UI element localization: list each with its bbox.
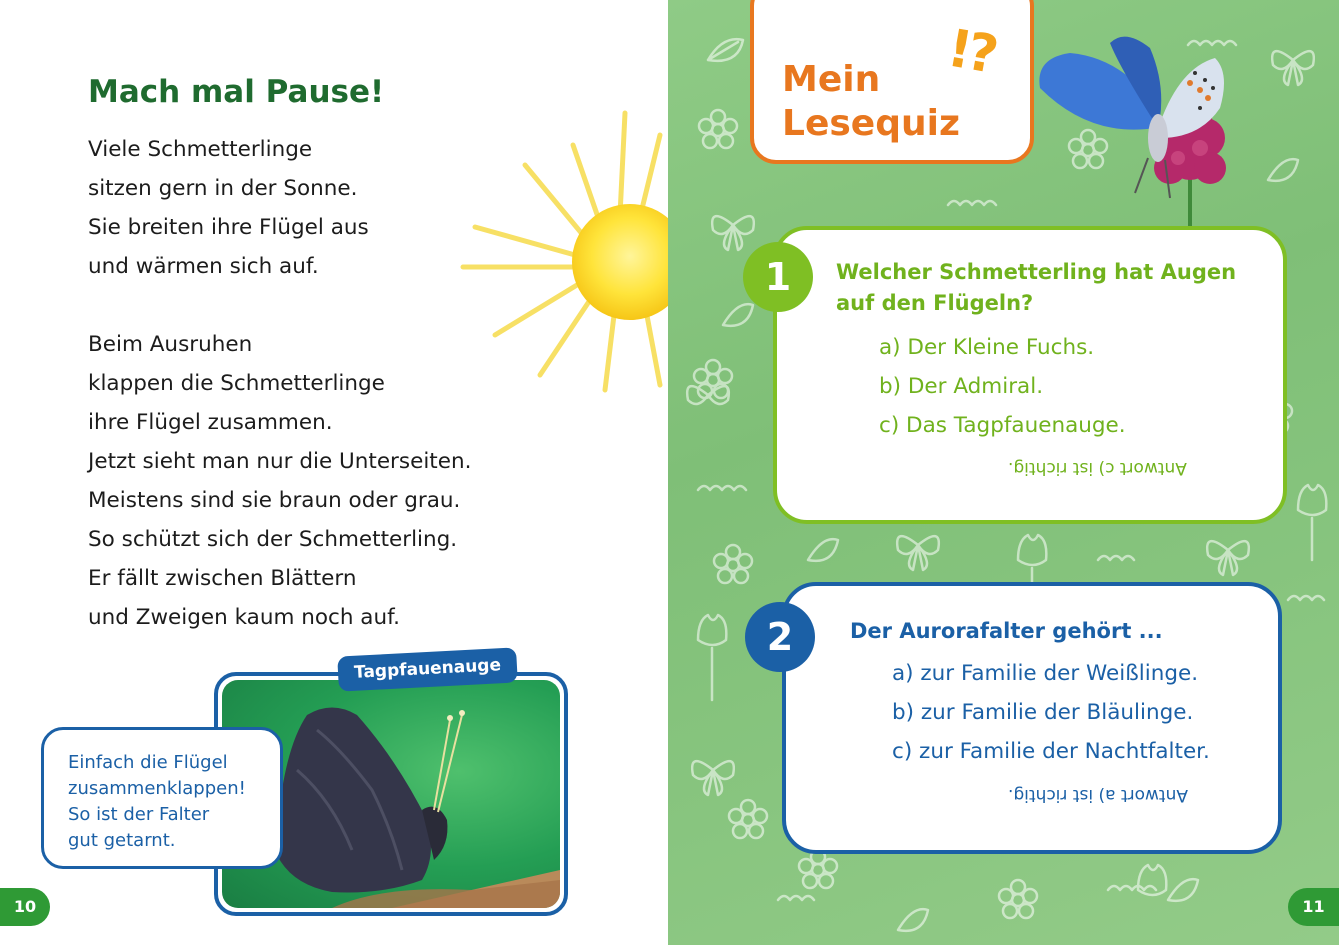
quiz-title-line: Mein — [782, 59, 881, 100]
poem-stanza-gap — [88, 292, 471, 331]
question-1-options — [879, 328, 1126, 445]
question-line: auf den Flügeln? — [836, 291, 1034, 315]
bubble-line: gut getarnt. — [68, 830, 176, 851]
page-number-left: 10 — [0, 888, 50, 926]
question-1-text — [836, 257, 1236, 319]
poem-line: So schützt sich der Schmetterling. — [88, 527, 458, 552]
poem-line: Viele Schmetterlinge — [88, 137, 313, 162]
poem-line: Jetzt sieht man nur die Unterseiten. — [88, 449, 472, 474]
upside-down-answer-2: Antwort a) ist richtig. — [1008, 785, 1188, 805]
poem-line: und wärmen sich auf. — [88, 254, 319, 279]
photo-label-tag: Tagpfauenauge — [337, 647, 518, 691]
bubble-line: So ist der Falter — [68, 804, 210, 825]
left-page — [0, 0, 668, 945]
question-2-options — [892, 654, 1210, 771]
answer-option: c) zur Familie der Nachtfalter. — [892, 739, 1210, 764]
bubble-line: Einfach die Flügel — [68, 752, 228, 773]
answer-option: c) Das Tagpfauenauge. — [879, 413, 1126, 438]
upside-down-answer-1: Antwort c) ist richtig. — [1008, 458, 1187, 478]
poem-line: klappen die Schmetterlinge — [88, 371, 385, 396]
sun-illustration — [455, 95, 668, 395]
poem-line: und Zweigen kaum noch auf. — [88, 605, 400, 630]
answer-option: a) zur Familie der Weißlinge. — [892, 661, 1199, 686]
question-number-badge-2: 2 — [745, 602, 815, 672]
answer-option: b) Der Admiral. — [879, 374, 1044, 399]
answer-option: a) Der Kleine Fuchs. — [879, 335, 1095, 360]
poem-line: Sie breiten ihre Flügel aus — [88, 215, 369, 240]
quiz-title — [782, 58, 960, 146]
poem-line: ihre Flügel zusammen. — [88, 410, 333, 435]
bubble-line: zusammenklappen! — [68, 778, 246, 799]
poem-line: Beim Ausruhen — [88, 332, 253, 357]
question-number-badge-1: 1 — [743, 242, 813, 312]
exclamation-question-icon: !? — [943, 18, 999, 86]
question-line: Welcher Schmetterling hat Augen — [836, 260, 1237, 284]
page-title: Mach mal Pause! — [88, 74, 385, 110]
answer-option: b) zur Familie der Bläulinge. — [892, 700, 1194, 725]
quiz-title-line: Lesequiz — [782, 103, 960, 144]
poem-text — [88, 136, 471, 643]
tip-speech-bubble — [41, 727, 283, 869]
blue-butterfly-illustration — [1030, 28, 1240, 233]
poem-line: Er fällt zwischen Blättern — [88, 566, 357, 591]
question-2-text: Der Aurorafalter gehört ... — [850, 619, 1163, 643]
poem-line: Meistens sind sie braun oder grau. — [88, 488, 461, 513]
poem-line: sitzen gern in der Sonne. — [88, 176, 358, 201]
page-number-right: 11 — [1288, 888, 1339, 926]
